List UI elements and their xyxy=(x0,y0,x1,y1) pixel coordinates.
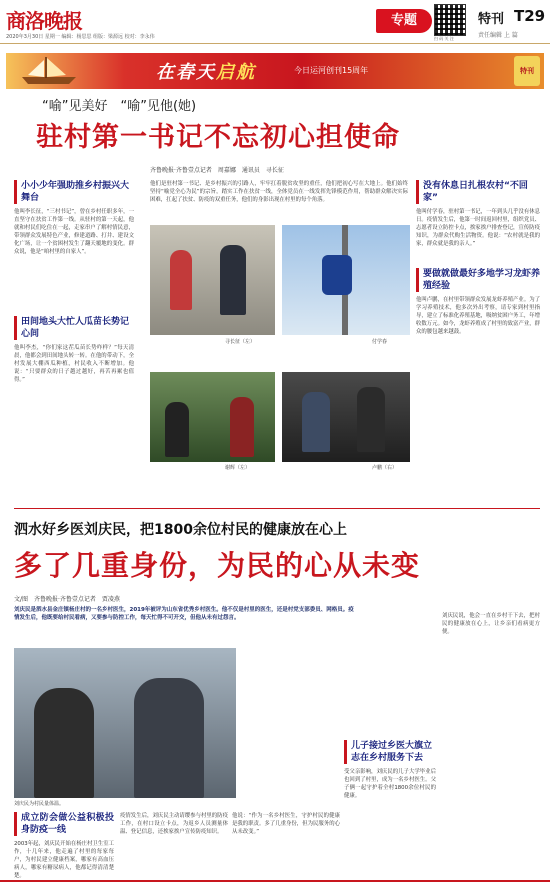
story2-col-c-body: 他说：“作为一名乡村医生，守护村民的健康是我的职责。多了几重身份，但为民服务的心从未改变。” xyxy=(232,813,340,835)
story2-kicker: 泗水好乡医刘庆民，把1800余位村民的健康放在心上 xyxy=(14,522,347,538)
left-subhead-1: 小小少年强助推乡村振兴大舞台 xyxy=(14,180,134,204)
left-body-1: 他叫李长征，“三村书记”，曾在乡村任职多年，一直坚守在扶贫工作第一线。从驻村的第一天起，他就和村民们吃住在一起，走家串户了解村情民意，带领群众发展特色产业，修建道路、打井、建设文化广场，让一个贫困村发生了翻天覆地的变化。群众说，他是“咱村里的自家人”。 xyxy=(14,209,134,255)
right-subhead-1: 没有休息日扎根农村“不回家” xyxy=(416,180,540,204)
story2-photo-caption: 刘庆民为村民量体温。 xyxy=(14,801,65,807)
qr-code-icon xyxy=(434,4,466,36)
story2-col-e-body: 刘庆民说，他会一直在乡村干下去，把村民的健康放在心上，让乡亲们看病更方便。 xyxy=(442,613,540,635)
photo-workers xyxy=(282,372,410,462)
banner-title-b: 启航 xyxy=(216,62,256,83)
left-body-2: 他叫李杰，“你们家这茬瓜苗长势咋样？”每天清晨，他都会到田间地头转一转。在他的带动下，全村发展大棚西瓜种植，村民收入不断增加。他说：“只要群众的日子越过越好，再苦再累也值得。” xyxy=(14,345,134,383)
story1-right-column xyxy=(416,180,540,336)
story2-col-b-body: 疫情发生后，刘庆民主动请缨参与村里的防疫工作，在村口设立卡点，为返乡人员测量体温、登记信息，还挨家挨户宣传防疫知识。 xyxy=(120,813,228,835)
section-divider xyxy=(14,508,540,509)
photo-caption-4: 卢鹏（右） xyxy=(372,465,398,471)
banner-title-a: 在春天 xyxy=(156,62,216,83)
bottom-rule xyxy=(0,880,550,882)
right-body-2: 他叫卢鹏，在村里带领群众发展龙虾养殖产业。为了学习养殖技术，他多次外出考察，请专家到村里指导，建立了标准化养殖基地，吸纳贫困户务工，年增收数万元。如今，龙虾养殖成了村里的致富产业，群众的腰包越来越鼓。 xyxy=(416,297,540,335)
story2-col-a-body: 2003年起，刘庆民开始在杨庄村卫生室工作，十几年来，他走遍了村里的每家每户，为村民建立健康档案，哪家有高血压病人，哪家有糖尿病人，他都记得清清楚楚。 xyxy=(14,841,114,879)
photo-caption-1: 寻长征（左） xyxy=(225,339,256,345)
story2-subsection-a xyxy=(14,812,114,880)
ship-icon xyxy=(14,57,84,85)
qr-caption: 扫 码 关 注 xyxy=(434,36,454,41)
story2-subsection-b xyxy=(344,740,436,800)
story1-byline: 齐鲁晚报·齐鲁壹点记者 周嘉娜 通讯员 寻长征 xyxy=(150,167,284,174)
story2-subhead-b: 儿子接过乡医大旗立志在乡村服务下去 xyxy=(344,740,436,764)
banner-title xyxy=(156,58,256,84)
banner-right-text: 今日运河创刊15周年 xyxy=(294,66,369,75)
story2-lead: 刘庆民是泗水县金庄镇杨庄村的一名乡村医生，2019年被评为山东省优秀乡村医生。他不仅是村里的医生，还是村党支部委员、网格员。疫情发生后，他既要给村民看病，又要参与防控工作，每天忙得不可开交，但他从未有过怨言。 xyxy=(14,607,354,621)
publication-info: 2020年3月30日 星期一 编辑：杨思思 组版：梁源远 校对：李永伟 xyxy=(6,34,155,40)
right-body-1: 他叫付学春，驻村第一书记，一年到头几乎没有休息日。疫情发生后，他第一时间返回村里，组织党员、志愿者设立防控卡点，挨家挨户排查登记，宣传防疫知识，为群众代购生活物资。他说：“农村就是我的家，群众就是我的亲人。” xyxy=(416,209,540,247)
story2-byline: 文/图 齐鲁晚报·齐鲁壹点记者 贾凌燕 xyxy=(14,596,120,603)
photo-lineman-on-pole xyxy=(282,225,410,335)
story1-headline: 驻村第一书记不忘初心担使命 xyxy=(36,122,400,153)
story2-headline: 多了几重身份，为民的心从未变 xyxy=(14,549,421,582)
story1-left-column xyxy=(14,180,134,384)
story2-col-d-body: 受父亲影响，刘庆民的儿子大学毕业后也回到了村里，成为一名乡村医生。父子俩一起守护着全村1800余位村民的健康。 xyxy=(344,769,436,799)
newspaper-logo: 商洛晚报 xyxy=(6,9,82,33)
anniversary-banner xyxy=(6,53,544,89)
left-subhead-2: 田间地头大忙人瓜苗长势记心间 xyxy=(14,316,134,340)
banner-badge: 特刊 xyxy=(514,56,540,86)
page-number: T29 xyxy=(514,7,546,25)
right-subhead-2: 要做就做最好多地学习龙虾养殖经验 xyxy=(416,268,540,292)
story2-subhead-a: 成立防会做公益积极投身防疫一线 xyxy=(14,812,114,836)
page-section: 特刊 xyxy=(478,12,505,27)
photo-caption-2: 付学春 xyxy=(372,339,388,345)
photo-greenhouse xyxy=(150,372,275,462)
special-tag: 专题 xyxy=(376,9,432,33)
page-sub: 责任编辑 上 篇 xyxy=(478,32,518,39)
photo-doctor-checks-temperature xyxy=(14,648,236,798)
photo-caption-3: 谢辉（左） xyxy=(225,465,251,471)
masthead xyxy=(0,0,550,44)
story1-lead: 他们是驻村第一书记、是乡村振兴的引路人，牢牢扛着脱贫攻坚的重任，他们把初心写在大地上。他们始终坚持“喻党全心为民”的宗旨，踏实工作在扶贫一线，全体党员在一线发挥先锋模范作用，帮助群众解决实际困难，扛起了扶贫、防疫的双重任务，他们的身影出现在村里的每个角落。 xyxy=(150,181,408,203)
photo-official-with-villager xyxy=(150,225,275,335)
story1-kicker: “喻”见美好 “喻”见他(她) xyxy=(42,99,197,114)
